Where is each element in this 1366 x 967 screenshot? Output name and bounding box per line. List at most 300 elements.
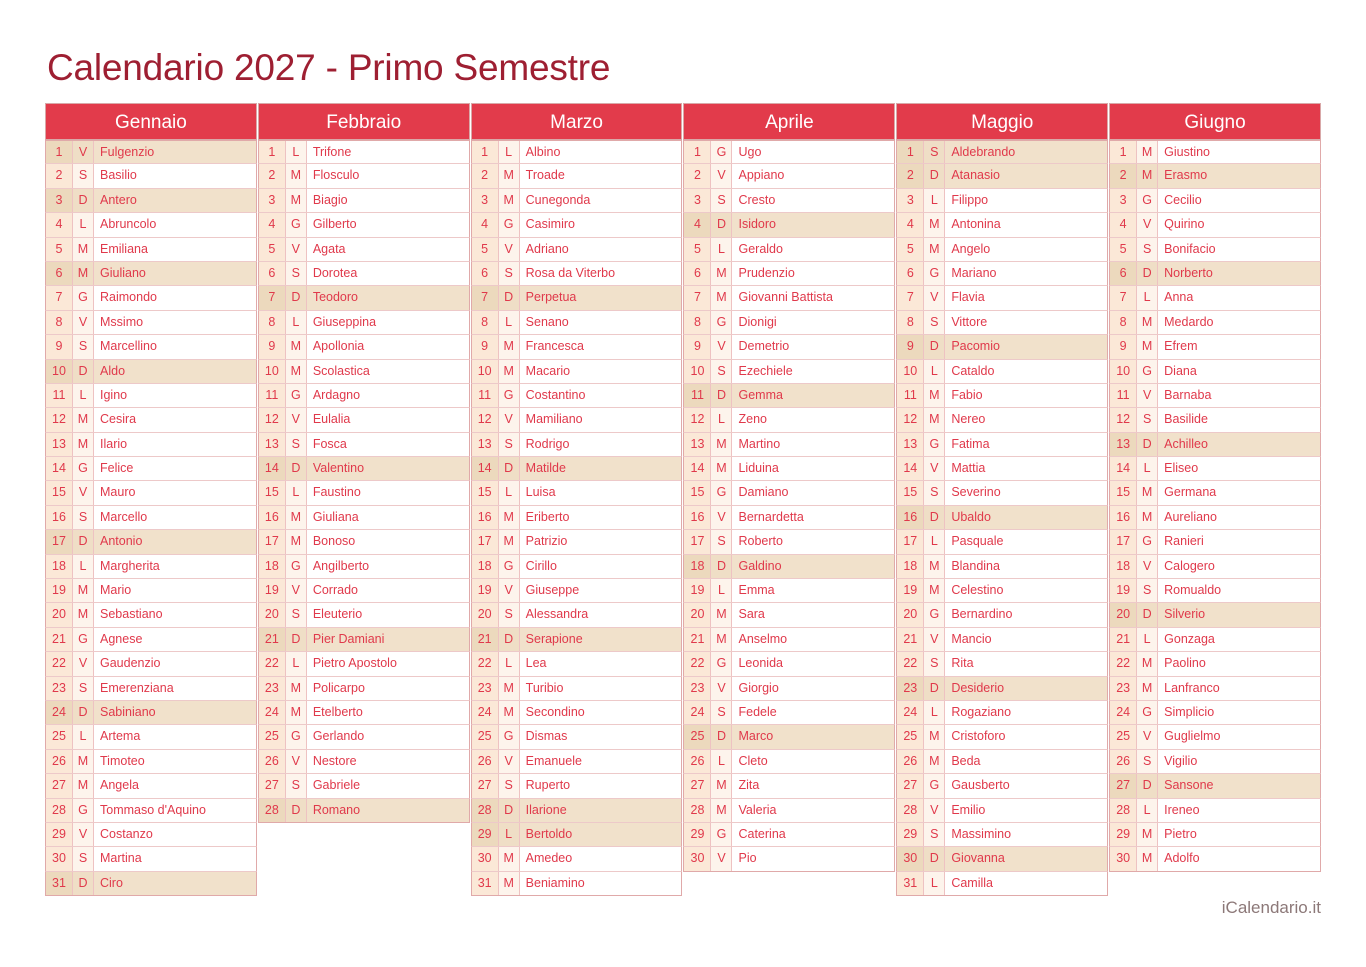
day-of-week: M (1137, 141, 1158, 163)
day-number: 8 (684, 311, 711, 334)
day-number: 25 (46, 725, 73, 748)
day-row[interactable] (258, 555, 470, 579)
day-number: 19 (259, 579, 286, 602)
day-row[interactable] (1109, 823, 1321, 847)
day-row[interactable] (258, 725, 470, 749)
day-of-week: M (924, 238, 945, 261)
saint-name: Luisa (520, 481, 682, 504)
month-column-gennaio (45, 103, 257, 896)
day-row[interactable] (896, 555, 1108, 579)
day-number: 31 (897, 872, 924, 895)
day-row[interactable] (471, 603, 683, 627)
day-row[interactable] (896, 799, 1108, 823)
day-row[interactable] (683, 457, 895, 481)
day-row[interactable] (683, 433, 895, 457)
day-row[interactable] (1109, 799, 1321, 823)
saint-name: Cunegonda (520, 189, 682, 212)
day-row[interactable] (896, 530, 1108, 554)
saint-name: Basilide (1158, 408, 1320, 431)
day-number: 21 (684, 628, 711, 651)
day-row[interactable] (471, 506, 683, 530)
day-of-week: M (73, 603, 94, 626)
day-row[interactable] (45, 140, 257, 164)
day-of-week: M (924, 579, 945, 602)
saint-name: Germana (1158, 481, 1320, 504)
saint-name: Mssimo (94, 311, 256, 334)
day-row[interactable] (896, 774, 1108, 798)
day-of-week: V (924, 628, 945, 651)
day-row[interactable] (45, 628, 257, 652)
day-of-week: M (286, 530, 307, 553)
day-row[interactable] (683, 335, 895, 359)
day-number: 10 (46, 360, 73, 383)
day-of-week: G (286, 213, 307, 236)
day-row[interactable] (896, 408, 1108, 432)
day-row[interactable] (471, 628, 683, 652)
day-of-week: M (711, 603, 732, 626)
day-row[interactable] (896, 140, 1108, 164)
day-number: 2 (897, 164, 924, 187)
saint-name: Caterina (732, 823, 894, 846)
day-row[interactable] (258, 774, 470, 798)
day-number: 15 (259, 481, 286, 504)
day-number: 31 (46, 872, 73, 895)
saint-name: Giovanna (945, 847, 1107, 870)
day-row[interactable] (45, 530, 257, 554)
day-row[interactable] (258, 262, 470, 286)
day-row[interactable] (683, 701, 895, 725)
saint-name: Giuseppina (307, 311, 469, 334)
day-row[interactable] (258, 384, 470, 408)
day-of-week: V (499, 579, 520, 602)
day-row[interactable] (896, 286, 1108, 310)
day-row[interactable] (45, 311, 257, 335)
day-row[interactable] (471, 774, 683, 798)
day-row[interactable] (471, 408, 683, 432)
day-row[interactable] (471, 847, 683, 871)
day-row[interactable] (1109, 701, 1321, 725)
day-number: 18 (472, 555, 499, 578)
day-row[interactable] (683, 530, 895, 554)
day-of-week: M (499, 506, 520, 529)
day-row[interactable] (683, 213, 895, 237)
month-day-list (1109, 140, 1321, 896)
day-row[interactable] (683, 384, 895, 408)
day-row[interactable] (258, 140, 470, 164)
day-of-week: S (286, 262, 307, 285)
saint-name: Basilio (94, 164, 256, 187)
day-row[interactable] (683, 555, 895, 579)
saint-name: Ireneo (1158, 799, 1320, 822)
day-row[interactable] (683, 189, 895, 213)
day-row[interactable] (471, 725, 683, 749)
month-header[interactable]: Aprile (683, 103, 895, 140)
day-row[interactable] (258, 628, 470, 652)
day-row[interactable] (45, 506, 257, 530)
day-row[interactable] (471, 823, 683, 847)
day-of-week: M (499, 164, 520, 187)
day-number: 22 (472, 652, 499, 675)
day-row[interactable] (471, 213, 683, 237)
month-day-list (896, 140, 1108, 896)
saint-name: Gilberto (307, 213, 469, 236)
day-number: 7 (46, 286, 73, 309)
day-number: 23 (897, 677, 924, 700)
day-row[interactable] (258, 799, 470, 823)
day-row[interactable] (896, 701, 1108, 725)
day-row[interactable] (258, 164, 470, 188)
day-of-week: D (73, 530, 94, 553)
day-of-week: M (286, 164, 307, 187)
day-row[interactable] (1109, 677, 1321, 701)
day-number: 30 (472, 847, 499, 870)
day-row[interactable] (1109, 311, 1321, 335)
day-number: 13 (472, 433, 499, 456)
day-row[interactable] (1109, 652, 1321, 676)
day-number: 20 (472, 603, 499, 626)
day-row[interactable] (258, 481, 470, 505)
day-row[interactable] (258, 189, 470, 213)
day-row[interactable] (258, 433, 470, 457)
day-row[interactable] (45, 555, 257, 579)
saint-name: Aureliano (1158, 506, 1320, 529)
day-row[interactable] (45, 677, 257, 701)
day-number: 13 (684, 433, 711, 456)
day-row[interactable] (258, 213, 470, 237)
day-row[interactable] (471, 335, 683, 359)
day-number: 12 (472, 408, 499, 431)
saint-name: Erasmo (1158, 164, 1320, 187)
day-row[interactable] (45, 603, 257, 627)
day-number: 29 (684, 823, 711, 846)
day-row[interactable] (471, 238, 683, 262)
day-row[interactable] (1109, 213, 1321, 237)
day-row[interactable] (683, 774, 895, 798)
day-of-week: L (73, 384, 94, 407)
day-row[interactable] (1109, 457, 1321, 481)
day-row[interactable] (258, 238, 470, 262)
day-row[interactable] (683, 408, 895, 432)
day-row[interactable] (45, 384, 257, 408)
day-number: 20 (1110, 603, 1137, 626)
day-row[interactable] (1109, 384, 1321, 408)
saint-name: Guglielmo (1158, 725, 1320, 748)
day-row[interactable] (1109, 750, 1321, 774)
day-row[interactable] (896, 189, 1108, 213)
day-of-week: G (73, 628, 94, 651)
day-row[interactable] (471, 189, 683, 213)
day-of-week: M (286, 360, 307, 383)
day-number: 18 (1110, 555, 1137, 578)
day-row[interactable] (1109, 555, 1321, 579)
day-row[interactable] (471, 701, 683, 725)
month-header[interactable]: Maggio (896, 103, 1108, 140)
day-row[interactable] (258, 335, 470, 359)
day-row[interactable] (896, 823, 1108, 847)
month-header[interactable]: Giugno (1109, 103, 1321, 140)
day-row[interactable] (45, 725, 257, 749)
day-number: 27 (46, 774, 73, 797)
day-of-week: L (73, 213, 94, 236)
day-row[interactable] (896, 213, 1108, 237)
saint-name: Nestore (307, 750, 469, 773)
day-of-week: S (711, 189, 732, 212)
day-of-week: G (1137, 530, 1158, 553)
day-number: 21 (472, 628, 499, 651)
day-row[interactable] (1109, 603, 1321, 627)
day-row[interactable] (896, 506, 1108, 530)
saint-name: Barnaba (1158, 384, 1320, 407)
day-row[interactable] (683, 847, 895, 871)
day-row[interactable] (1109, 189, 1321, 213)
day-row-empty (258, 847, 470, 871)
month-header[interactable]: Gennaio (45, 103, 257, 140)
day-number: 16 (1110, 506, 1137, 529)
saint-name: Zeno (732, 408, 894, 431)
day-of-week: D (499, 628, 520, 651)
day-of-week: D (1137, 433, 1158, 456)
day-row[interactable] (1109, 847, 1321, 871)
day-row[interactable] (1109, 164, 1321, 188)
day-number: 12 (897, 408, 924, 431)
day-row[interactable] (683, 164, 895, 188)
day-row[interactable] (258, 603, 470, 627)
day-row[interactable] (471, 140, 683, 164)
day-row[interactable] (1109, 579, 1321, 603)
day-row[interactable] (1109, 530, 1321, 554)
day-of-week: L (499, 141, 520, 163)
day-number: 28 (259, 799, 286, 822)
day-row[interactable] (896, 384, 1108, 408)
day-row[interactable] (258, 506, 470, 530)
day-of-week: S (286, 603, 307, 626)
day-number: 17 (46, 530, 73, 553)
day-row[interactable] (1109, 140, 1321, 164)
day-row[interactable] (683, 823, 895, 847)
day-row[interactable] (683, 579, 895, 603)
day-row[interactable] (45, 238, 257, 262)
day-number: 1 (1110, 141, 1137, 163)
day-number: 10 (472, 360, 499, 383)
day-row[interactable] (45, 433, 257, 457)
day-row[interactable] (471, 286, 683, 310)
day-row[interactable] (471, 677, 683, 701)
day-row[interactable] (471, 433, 683, 457)
saint-name: Silverio (1158, 603, 1320, 626)
day-row[interactable] (45, 872, 257, 896)
day-row[interactable] (683, 725, 895, 749)
day-of-week: M (499, 701, 520, 724)
day-row[interactable] (1109, 506, 1321, 530)
day-row[interactable] (683, 286, 895, 310)
day-row[interactable] (896, 750, 1108, 774)
saint-name: Quirino (1158, 213, 1320, 236)
day-number: 21 (46, 628, 73, 651)
day-row[interactable] (258, 408, 470, 432)
saint-name: Raimondo (94, 286, 256, 309)
day-row[interactable] (45, 189, 257, 213)
day-row[interactable] (471, 481, 683, 505)
day-row[interactable] (896, 457, 1108, 481)
day-row[interactable] (471, 530, 683, 554)
day-row[interactable] (896, 433, 1108, 457)
saint-name: Ardagno (307, 384, 469, 407)
day-number: 3 (259, 189, 286, 212)
month-day-list (258, 140, 470, 896)
day-row[interactable] (683, 677, 895, 701)
day-number: 8 (472, 311, 499, 334)
day-row[interactable] (258, 311, 470, 335)
day-row[interactable] (258, 677, 470, 701)
saint-name: Valeria (732, 799, 894, 822)
day-row[interactable] (1109, 335, 1321, 359)
day-row[interactable] (45, 457, 257, 481)
day-row[interactable] (683, 799, 895, 823)
day-row[interactable] (896, 677, 1108, 701)
day-row[interactable] (896, 360, 1108, 384)
day-row[interactable] (1109, 774, 1321, 798)
saint-name: Adriano (520, 238, 682, 261)
day-row[interactable] (683, 360, 895, 384)
day-row[interactable] (258, 701, 470, 725)
day-row[interactable] (683, 481, 895, 505)
day-row[interactable] (45, 750, 257, 774)
day-row[interactable] (896, 579, 1108, 603)
day-row[interactable] (45, 360, 257, 384)
day-row[interactable] (1109, 481, 1321, 505)
day-row[interactable] (45, 652, 257, 676)
day-number: 30 (46, 847, 73, 870)
day-row[interactable] (45, 286, 257, 310)
day-of-week: V (73, 481, 94, 504)
day-row[interactable] (896, 628, 1108, 652)
day-row[interactable] (471, 799, 683, 823)
day-row[interactable] (471, 311, 683, 335)
saint-name: Zita (732, 774, 894, 797)
day-row[interactable] (1109, 286, 1321, 310)
day-row[interactable] (471, 750, 683, 774)
saint-name: Martino (732, 433, 894, 456)
day-row[interactable] (258, 652, 470, 676)
day-row[interactable] (683, 311, 895, 335)
day-row[interactable] (258, 579, 470, 603)
day-row[interactable] (471, 262, 683, 286)
saint-name: Ilarione (520, 799, 682, 822)
day-row[interactable] (896, 652, 1108, 676)
day-row[interactable] (471, 579, 683, 603)
saint-name: Isidoro (732, 213, 894, 236)
day-row[interactable] (683, 238, 895, 262)
day-row[interactable] (896, 603, 1108, 627)
day-row[interactable] (896, 847, 1108, 871)
day-of-week: M (711, 799, 732, 822)
day-row[interactable] (896, 335, 1108, 359)
day-row[interactable] (45, 799, 257, 823)
day-row[interactable] (45, 213, 257, 237)
day-number: 3 (1110, 189, 1137, 212)
day-row[interactable] (258, 457, 470, 481)
day-row[interactable] (896, 725, 1108, 749)
saint-name: Pietro Apostolo (307, 652, 469, 675)
month-header[interactable]: Febbraio (258, 103, 470, 140)
day-of-week: D (924, 164, 945, 187)
day-row[interactable] (45, 701, 257, 725)
day-row[interactable] (683, 652, 895, 676)
day-row[interactable] (258, 750, 470, 774)
day-of-week: S (1137, 579, 1158, 602)
day-row[interactable] (896, 238, 1108, 262)
month-column-febbraio (258, 103, 470, 896)
day-of-week: G (499, 725, 520, 748)
day-row[interactable] (471, 652, 683, 676)
day-row[interactable] (1109, 262, 1321, 286)
day-of-week: V (1137, 555, 1158, 578)
day-row[interactable] (471, 555, 683, 579)
day-row[interactable] (45, 408, 257, 432)
day-row[interactable] (896, 481, 1108, 505)
day-row[interactable] (896, 262, 1108, 286)
day-row[interactable] (471, 384, 683, 408)
day-row[interactable] (683, 262, 895, 286)
day-of-week: V (1137, 384, 1158, 407)
day-of-week: M (73, 750, 94, 773)
day-row[interactable] (471, 457, 683, 481)
saint-name: Ranieri (1158, 530, 1320, 553)
day-row[interactable] (683, 603, 895, 627)
day-row[interactable] (471, 872, 683, 896)
day-row[interactable] (1109, 433, 1321, 457)
day-row[interactable] (45, 847, 257, 871)
day-row[interactable] (258, 360, 470, 384)
day-of-week: L (1137, 628, 1158, 651)
saint-name: Margherita (94, 555, 256, 578)
day-row[interactable] (471, 164, 683, 188)
day-row[interactable] (1109, 360, 1321, 384)
day-row[interactable] (45, 481, 257, 505)
day-number: 9 (1110, 335, 1137, 358)
day-row[interactable] (258, 286, 470, 310)
day-row[interactable] (683, 750, 895, 774)
day-row[interactable] (45, 262, 257, 286)
day-row[interactable] (896, 164, 1108, 188)
day-of-week: M (499, 872, 520, 895)
saint-name: Giuseppe (520, 579, 682, 602)
day-row[interactable] (1109, 628, 1321, 652)
day-row[interactable] (45, 335, 257, 359)
day-row[interactable] (471, 360, 683, 384)
day-number: 7 (259, 286, 286, 309)
day-row[interactable] (1109, 238, 1321, 262)
day-row[interactable] (45, 579, 257, 603)
day-row[interactable] (258, 530, 470, 554)
day-of-week: D (499, 457, 520, 480)
saint-name: Cataldo (945, 360, 1107, 383)
saint-name: Amedeo (520, 847, 682, 870)
day-row[interactable] (45, 164, 257, 188)
day-of-week: D (73, 701, 94, 724)
day-row[interactable] (683, 628, 895, 652)
month-header[interactable]: Marzo (471, 103, 683, 140)
day-row[interactable] (683, 506, 895, 530)
day-row[interactable] (45, 774, 257, 798)
day-row[interactable] (45, 823, 257, 847)
day-row[interactable] (1109, 408, 1321, 432)
day-row[interactable] (896, 311, 1108, 335)
day-row[interactable] (896, 872, 1108, 896)
day-row[interactable] (1109, 725, 1321, 749)
day-row[interactable] (683, 140, 895, 164)
day-of-week: M (499, 189, 520, 212)
